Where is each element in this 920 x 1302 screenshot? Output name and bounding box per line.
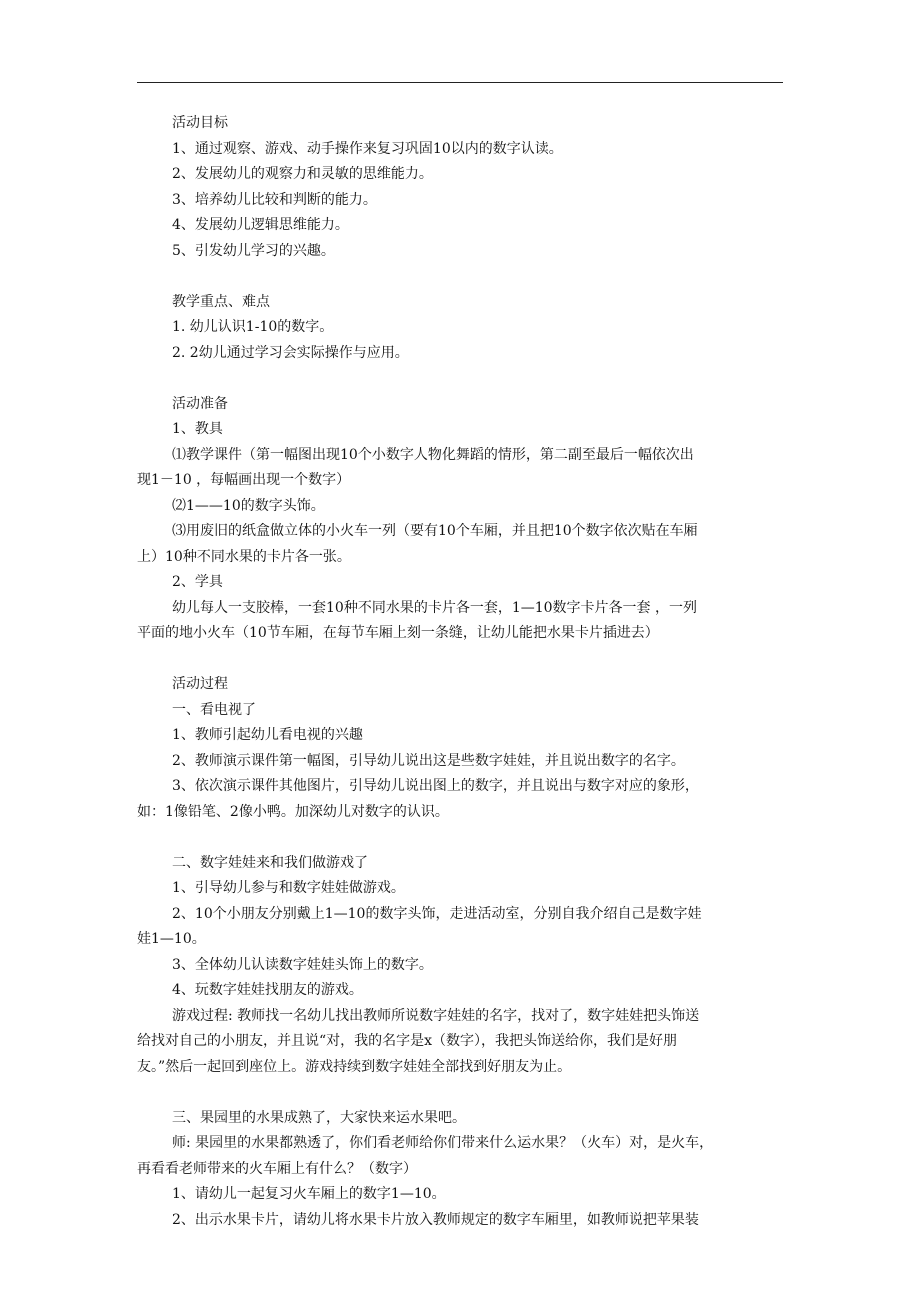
process-part-title: 三、果园里的水果成熟了，大家快来运水果吧。 [172,1109,466,1126]
process-item-continued: 如：1像铅笔、2像小鸭。加深幼儿对数字的认识。 [137,803,449,820]
focus-item: 1. 幼儿认识1-10的数字。 [172,319,334,335]
process-item-continued: 娃1—10。 [137,931,206,947]
process-item: 3、依次演示课件其他图片，引导幼儿说出图上的数字，并且说出与数字对应的象形， [172,778,699,794]
section-gap [172,825,790,851]
teacher-dialogue: 师: 果园里的水果都熟透了，你们看老师给你们带来什么运水果？（火车）对，是火车， [172,1135,714,1151]
goals-item: 3、培养幼儿比较和判断的能力。 [172,191,377,208]
goals-heading: 活动目标 [172,115,228,131]
document-body [137,111,790,1233]
goals-item: 4、发展幼儿逻辑思维能力。 [172,217,349,233]
process-part-title: 一、看电视了 [172,701,256,718]
process-item: 4、玩数字娃娃找朋友的游戏。 [172,982,363,998]
prep-item-continued: 现1－10 ，每幅画出现一个数字） [137,472,351,488]
prep-tools-continued: 平面的地小火车（10节车厢，在每节车厢上刻一条缝，让幼儿能把水果卡片插进去） [137,625,659,641]
goals-item: 5、引发幼儿学习的兴趣。 [172,242,335,259]
prep-item: ⑶用废旧的纸盒做立体的小火车一列（要有10个车厢，并且把10个数字依次贴在车厢 [172,523,698,539]
process-item: 1、请幼儿一起复习火车厢上的数字1—10。 [172,1186,446,1202]
process-item: 2、教师演示课件第一幅图，引导幼儿说出这是些数字娃娃，并且说出数字的名字。 [172,752,685,769]
section-gap [172,264,790,290]
prep-item: ⑴教学课件（第一幅图出现10个小数字人物化舞蹈的情形，第二副至最后一幅依次出 [172,446,694,463]
process-item: 2、10个小朋友分别戴上1—10的数字头饰，走进活动室，分别自我介绍自己是数字娃 [172,905,702,922]
process-item: 3、全体幼儿认读数字娃娃头饰上的数字。 [172,956,433,973]
section-gap [172,1080,790,1106]
goals-item: 2、发展幼儿的观察力和灵敏的思维能力。 [172,166,433,182]
prep-tools: 幼儿每人一支胶棒，一套10种不同水果的卡片各一套，1—10数字卡片各一套 ，一列 [172,599,697,616]
prep-subheading: 1、教具 [172,421,223,437]
game-description-continued: 给找对自己的小朋友，并且说“对，我的名字是x（数字），我把头饰送给你，我们是好朋 [137,1033,678,1049]
prep-heading: 活动准备 [172,395,228,412]
process-item: 1、引导幼儿参与和数字娃娃做游戏。 [172,880,405,896]
prep-subheading: 2、学具 [172,574,223,590]
process-item: 1、教师引起幼儿看电视的兴趣 [172,727,363,743]
process-part-title: 二、数字娃娃来和我们做游戏了 [172,854,368,871]
goals-item: 1、通过观察、游戏、动手操作来复习巩固10以内的数字认读。 [172,140,563,157]
teacher-dialogue-continued: 再看看老师带来的火车厢上有什么？（数字） [137,1160,417,1177]
focus-item: 2. 2幼儿通过学习会实际操作与应用。 [172,344,409,361]
header-rule [137,82,783,83]
game-description: 游戏过程: 教师找一名幼儿找出教师所说数字娃娃的名字，找对了，数字娃娃把头饰送 [172,1007,700,1024]
section-gap [172,647,790,673]
section-gap [172,366,790,392]
process-item: 2、出示水果卡片，请幼儿将水果卡片放入教师规定的数字车厢里，如教师说把苹果装 [172,1211,699,1228]
focus-heading: 教学重点、难点 [172,293,270,310]
prep-item-continued: 上）10种不同水果的卡片各一张。 [137,548,351,565]
game-description-continued: 友。”然后一起回到座位上。游戏持续到数字娃娃全部找到好朋友为止。 [137,1058,572,1075]
process-heading: 活动过程 [172,676,228,692]
prep-item: ⑵1——10的数字头饰。 [172,497,325,514]
